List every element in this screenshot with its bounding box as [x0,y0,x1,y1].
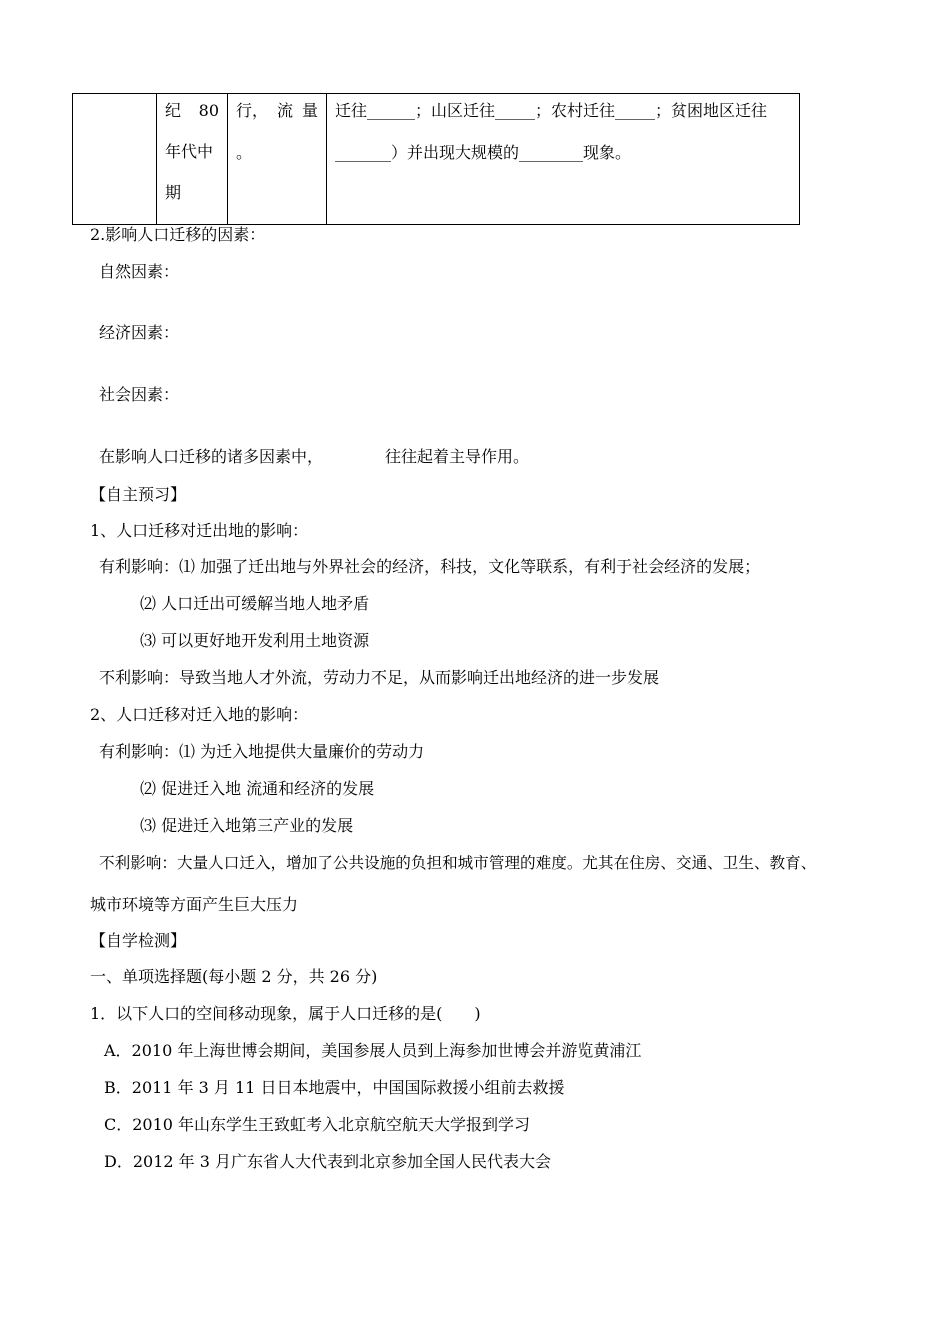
positive-impact: 有利影响：⑴ 加强了迁出地与外界社会的经济，科技，文化等联系，有利于社会经济的发展； [99,557,761,576]
negative-impact-cont: 城市环境等方面产生巨大压力 [90,895,299,914]
positive-impact-item: ⑶ 可以更好地开发利用土地资源 [140,631,370,650]
preview-heading: 【自主预习】 [90,485,187,504]
positive-impact-item: ⑵ 促进迁入地 流通和经济的发展 [140,779,375,798]
table-cell-feature [228,94,327,225]
dominant-factor-text: 在影响人口迁移的诸多因素中， [99,447,324,466]
table-cell-empty [73,94,157,225]
economic-factors-label: 经济因素： [99,323,180,342]
table-cell-period [157,94,228,225]
section-heading: 2.影响人口迁移的因素： [90,225,266,244]
description-line: _______）并出现大规模的________现象。 [335,143,632,162]
item-title: 1、人口迁移对迁出地的影响： [90,521,309,540]
migration-table [72,93,800,225]
table-cell-description [327,94,800,225]
test-heading: 【自学检测】 [90,931,187,950]
period-text: 纪 [165,101,182,120]
question-text: 1．以下人口的空间移动现象，属于人口迁移的是( ) [90,1004,481,1023]
feature-text: 流 [276,101,293,120]
period-text: 年代中 [165,142,214,161]
period-text: 期 [165,183,182,202]
period-text: 80 [198,101,219,120]
description-line: 迁往______；山区迁往_____；农村迁往_____；贫困地区迁往 [335,101,768,120]
positive-impact-item: ⑵ 人口迁出可缓解当地人地矛盾 [140,594,370,613]
feature-text: 行， [236,101,269,120]
dominant-factor-text-end: 往往起着主导作用。 [385,447,530,466]
option-b: B．2011 年 3 月 11 日日本地震中，中国国际救援小组前去救援 [104,1078,565,1097]
table-row [73,94,800,225]
feature-text: 量 [301,101,318,120]
test-section-title: 一、单项选择题(每小题 2 分，共 26 分) [90,967,378,986]
natural-factors-label: 自然因素： [99,262,180,281]
option-d: D．2012 年 3 月广东省人大代表到北京参加全国人民代表大会 [104,1152,551,1171]
positive-impact-item: ⑶ 促进迁入地第三产业的发展 [140,816,354,835]
option-c: C．2010 年山东学生王致虹考入北京航空航天大学报到学习 [104,1115,531,1134]
positive-impact: 有利影响：⑴ 为迁入地提供大量廉价的劳动力 [99,742,425,761]
social-factors-label: 社会因素： [99,385,180,404]
item-title: 2、人口迁移对迁入地的影响： [90,705,309,724]
negative-impact: 不利影响：大量人口迁入，增加了公共设施的负担和城市管理的难度。尤其在住房、交通、卫生、教育、 [99,854,817,872]
negative-impact: 不利影响：导致当地人才外流，劳动力不足，从而影响迁出地经济的进一步发展 [99,668,660,687]
feature-text: 。 [236,143,253,162]
option-a: A．2010 年上海世博会期间，美国参展人员到上海参加世博会并游览黄浦江 [104,1041,642,1060]
